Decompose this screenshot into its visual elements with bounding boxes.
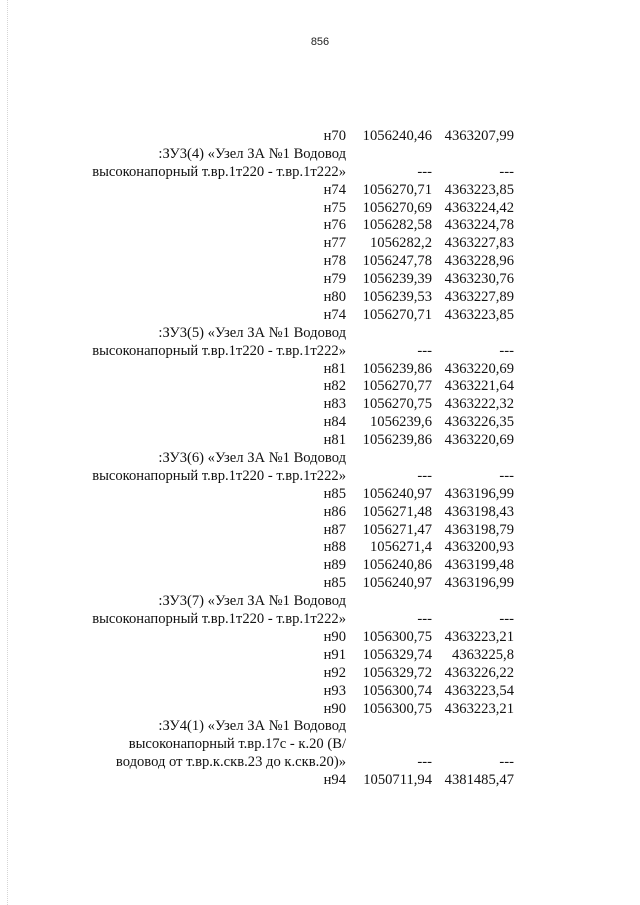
point-id: н80: [323, 289, 346, 306]
coord-x: 1056270,77: [362, 378, 432, 395]
coord-y: 4363226,22: [444, 664, 514, 681]
point-id: н86: [323, 503, 346, 520]
point-id: н83: [323, 396, 346, 413]
coordinate-row: [0, 557, 640, 575]
coord-x: 1056270,75: [362, 396, 432, 413]
coord-y: ---: [499, 342, 514, 359]
coordinate-row: [0, 378, 640, 396]
parcel-header-line: [0, 611, 640, 629]
coord-x: 1056271,48: [362, 503, 432, 520]
coord-y: 4363223,85: [444, 306, 514, 323]
coord-y: 4363224,42: [444, 199, 514, 216]
coord-x: 1056239,39: [362, 271, 432, 288]
coord-x: 1056240,97: [362, 575, 432, 592]
coordinate-row: [0, 504, 640, 522]
point-id: н88: [323, 539, 346, 556]
coordinate-row: [0, 414, 640, 432]
point-id: н82: [323, 378, 346, 395]
coordinate-row: [0, 432, 640, 450]
coord-y: 4363220,69: [444, 360, 514, 377]
point-id: н87: [323, 521, 346, 538]
coordinate-row: [0, 307, 640, 325]
coord-y: ---: [499, 754, 514, 771]
point-id: н85: [323, 485, 346, 502]
coordinate-row: [0, 647, 640, 665]
coord-x: 1056329,74: [362, 646, 432, 663]
coord-y: 4363199,48: [444, 557, 514, 574]
coord-y: 4363221,64: [444, 378, 514, 395]
coordinate-row: [0, 182, 640, 200]
coordinate-row: [0, 486, 640, 504]
coord-y: 4363198,43: [444, 503, 514, 520]
parcel-header-line: [0, 146, 640, 164]
coordinate-row: [0, 235, 640, 253]
parcel-text: высоконапорный т.вр.1т220 - т.вр.1т222»: [92, 467, 346, 484]
coord-x: 1056239,6: [369, 414, 432, 431]
coord-y: 4363227,89: [444, 289, 514, 306]
coord-x: 1056300,74: [362, 682, 432, 699]
point-id: н85: [323, 575, 346, 592]
coord-x: 1056270,69: [362, 199, 432, 216]
coord-y: 4363223,85: [444, 181, 514, 198]
coord-x: 1056282,58: [362, 217, 432, 234]
parcel-header-line: [0, 325, 640, 343]
page-number: 856: [310, 36, 330, 48]
coord-x: ---: [417, 467, 432, 484]
parcel-text: :ЗУ3(7) «Узел ЗА №1 Водовод: [158, 593, 346, 610]
coord-y: 4363224,78: [444, 217, 514, 234]
parcel-text: :ЗУ4(1) «Узел ЗА №1 Водовод: [158, 718, 346, 735]
coord-y: ---: [499, 467, 514, 484]
point-id: н81: [323, 360, 346, 377]
point-id: н91: [323, 646, 346, 663]
point-id: н90: [323, 628, 346, 645]
coordinate-row: [0, 289, 640, 307]
coord-x: 1056270,71: [362, 181, 432, 198]
coord-y: 4363223,21: [444, 700, 514, 717]
parcel-header-line: [0, 718, 640, 736]
coordinate-row: [0, 128, 640, 146]
point-id: н74: [323, 181, 346, 198]
parcel-text: высоконапорный т.вр.17с - к.20 (В/: [128, 736, 346, 753]
parcel-text: :ЗУ3(5) «Узел ЗА №1 Водовод: [158, 324, 346, 341]
coordinate-row: [0, 253, 640, 271]
point-id: н84: [323, 414, 346, 431]
parcel-header-line: [0, 164, 640, 182]
coord-x: 1056270,71: [362, 306, 432, 323]
coord-y: 4363196,99: [444, 575, 514, 592]
coord-x: 1056239,86: [362, 360, 432, 377]
coord-y: 4363223,21: [444, 628, 514, 645]
coord-y: 4363223,54: [444, 682, 514, 699]
coord-x: 1056240,86: [362, 557, 432, 574]
point-id: н70: [323, 128, 346, 144]
coordinate-row: [0, 396, 640, 414]
coord-x: ---: [417, 754, 432, 771]
coord-y: ---: [499, 163, 514, 180]
coordinate-row: [0, 200, 640, 218]
coord-x: 1056239,86: [362, 432, 432, 449]
parcel-header-line: [0, 593, 640, 611]
coord-x: 1050711,94: [363, 772, 432, 789]
coord-x: 1056240,46: [362, 128, 432, 144]
coordinate-row: [0, 629, 640, 647]
parcel-text: высоконапорный т.вр.1т220 - т.вр.1т222»: [92, 342, 346, 359]
parcel-text: :ЗУ3(4) «Узел ЗА №1 Водовод: [158, 145, 346, 162]
coordinate-row: [0, 701, 640, 719]
coord-y: 4363207,99: [444, 128, 514, 144]
coord-x: 1056329,72: [362, 664, 432, 681]
point-id: н81: [323, 432, 346, 449]
coord-y: 4363222,32: [444, 396, 514, 413]
coordinate-row: [0, 539, 640, 557]
coord-x: ---: [417, 611, 432, 628]
coordinate-row: [0, 271, 640, 289]
coord-x: 1056247,78: [362, 253, 432, 270]
point-id: н92: [323, 664, 346, 681]
coord-y: 4363225,8: [451, 646, 514, 663]
coord-x: 1056300,75: [362, 700, 432, 717]
parcel-header-line: [0, 736, 640, 754]
parcel-header-line: [0, 754, 640, 772]
coordinate-row: [0, 361, 640, 379]
point-id: н90: [323, 700, 346, 717]
coord-x: 1056271,4: [369, 539, 432, 556]
coord-x: ---: [417, 342, 432, 359]
coordinates-list: [0, 128, 640, 790]
coord-y: 4363196,99: [444, 485, 514, 502]
coord-y: 4381485,47: [444, 772, 514, 789]
coord-y: 4363227,83: [444, 235, 514, 252]
coordinate-row: [0, 683, 640, 701]
coord-x: 1056239,53: [362, 289, 432, 306]
coord-x: 1056240,97: [362, 485, 432, 502]
point-id: н76: [323, 217, 346, 234]
point-id: н77: [323, 235, 346, 252]
coord-y: 4363228,96: [444, 253, 514, 270]
parcel-header-line: [0, 343, 640, 361]
coord-y: 4363230,76: [444, 271, 514, 288]
point-id: н78: [323, 253, 346, 270]
coord-x: 1056282,2: [369, 235, 432, 252]
coord-x: ---: [417, 163, 432, 180]
point-id: н89: [323, 557, 346, 574]
point-id: н94: [323, 772, 346, 789]
coordinate-row: [0, 217, 640, 235]
parcel-text: высоконапорный т.вр.1т220 - т.вр.1т222»: [92, 611, 346, 628]
point-id: н93: [323, 682, 346, 699]
coordinate-row: [0, 575, 640, 593]
parcel-text: :ЗУ3(6) «Узел ЗА №1 Водовод: [158, 450, 346, 467]
parcel-text: водовод от т.вр.к.скв.23 до к.скв.20)»: [115, 754, 346, 771]
point-id: н75: [323, 199, 346, 216]
parcel-header-line: [0, 468, 640, 486]
coord-y: 4363200,93: [444, 539, 514, 556]
parcel-header-line: [0, 450, 640, 468]
point-id: н79: [323, 271, 346, 288]
coordinate-row: [0, 522, 640, 540]
coord-x: 1056271,47: [362, 521, 432, 538]
parcel-text: высоконапорный т.вр.1т220 - т.вр.1т222»: [92, 163, 346, 180]
coordinate-row: [0, 772, 640, 790]
coord-y: ---: [499, 611, 514, 628]
point-id: н74: [323, 306, 346, 323]
coord-x: 1056300,75: [362, 628, 432, 645]
coord-y: 4363220,69: [444, 432, 514, 449]
coord-y: 4363198,79: [444, 521, 514, 538]
coord-y: 4363226,35: [444, 414, 514, 431]
coordinate-row: [0, 665, 640, 683]
